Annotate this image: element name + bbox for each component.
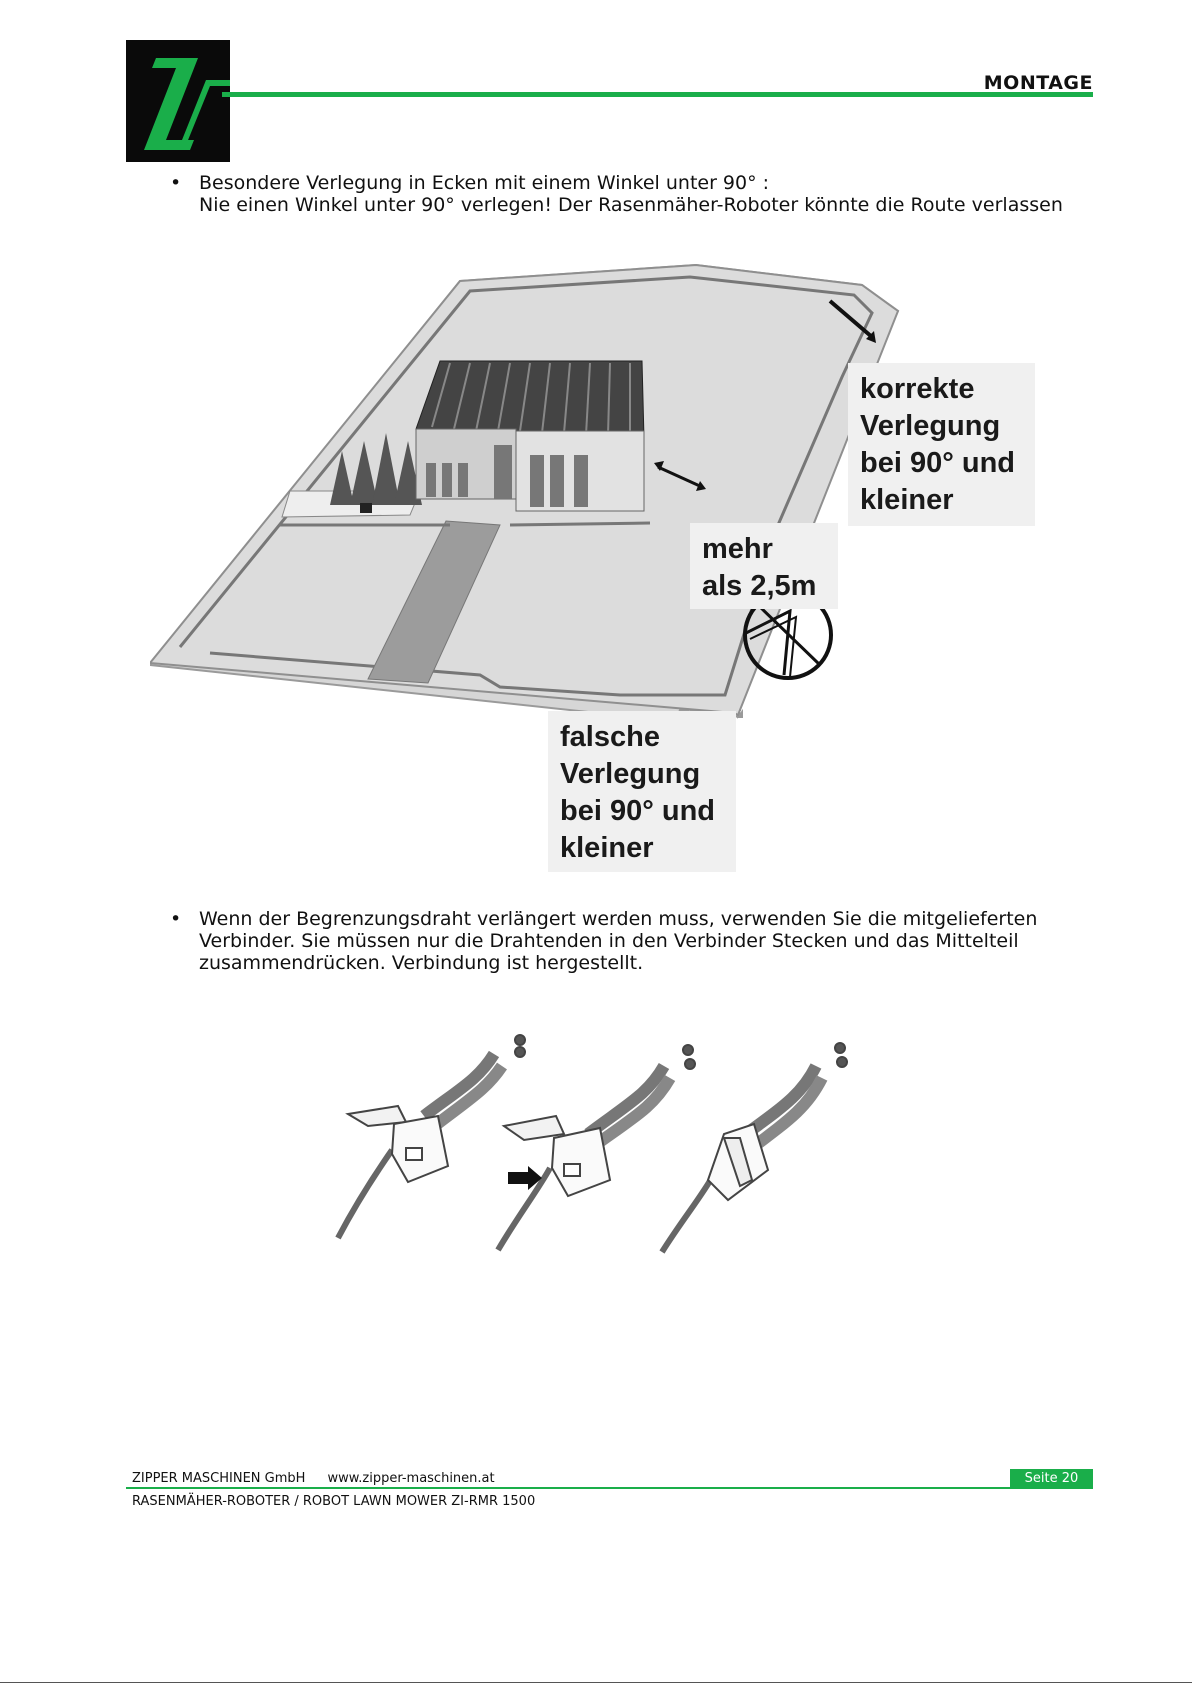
connector-step-closed <box>662 1043 847 1252</box>
bullet-wire-connector <box>170 908 1070 974</box>
bullet-line: Nie einen Winkel unter 90° verlegen! Der Rasenmäher-Roboter könnte die Route verlassen <box>199 194 1063 216</box>
callout-correct-laying: korrekte Verlegung bei 90° und kleiner <box>848 363 1035 526</box>
bullet-dot: • <box>170 908 182 930</box>
connector-step-insert <box>498 1045 695 1250</box>
footer-product: RASENMÄHER-ROBOTER / ROBOT LAWN MOWER ZI-RMR 1500 <box>132 1494 536 1509</box>
connector-step-open <box>338 1035 525 1238</box>
footer-company-line <box>132 1471 495 1486</box>
bullet-corner-laying <box>170 172 1070 216</box>
header-rule <box>222 92 1093 97</box>
bullet-line: Verbinder. Sie müssen nur die Drahtenden in den Verbinder Stecken und das Mittelteil <box>199 930 1019 952</box>
section-title: MONTAGE <box>983 72 1093 94</box>
footer-company: ZIPPER MASCHINEN GmbH <box>132 1471 306 1486</box>
bullet-line: Besondere Verlegung in Ecken mit einem Winkel unter 90° : <box>199 172 770 194</box>
bullet-line: zusammendrücken. Verbindung ist hergestellt. <box>199 952 644 974</box>
company-logo <box>126 40 230 162</box>
callout-wrong-laying: falsche Verlegung bei 90° und kleiner <box>548 711 736 872</box>
footer-rule <box>126 1487 1093 1489</box>
bullet-line: Wenn der Begrenzungsdraht verlängert werden muss, verwenden Sie die mitgelieferten <box>199 908 1038 930</box>
page-bottom-rule <box>0 1682 1192 1683</box>
wire-connector-illustration <box>328 1030 868 1260</box>
bullet-dot: • <box>170 172 182 194</box>
footer-website[interactable]: www.zipper-maschinen.at <box>327 1471 495 1486</box>
callout-distance: mehr als 2,5m <box>690 523 838 609</box>
zipper-z-logo-icon <box>126 40 230 162</box>
page-number-badge: Seite 20 <box>1010 1469 1093 1489</box>
charging-station-icon <box>360 503 372 513</box>
house <box>416 361 644 511</box>
